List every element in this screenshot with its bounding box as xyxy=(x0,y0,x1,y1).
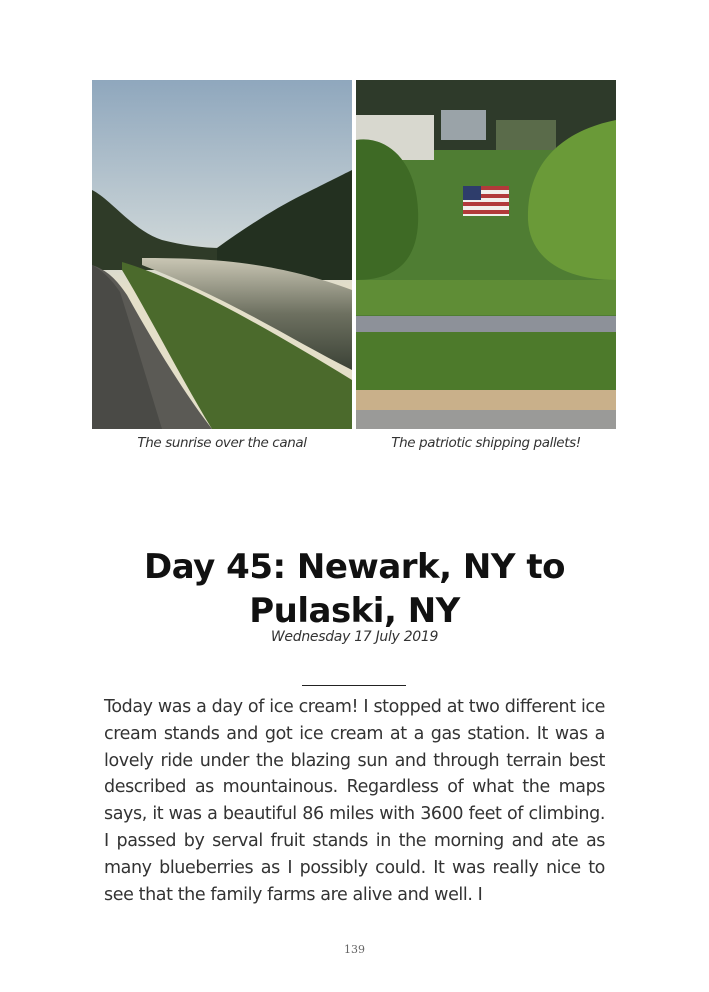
canal-sunrise-photo xyxy=(92,80,352,429)
entry-body: Today was a day of ice cream! I stopped at two different ice cream stands and got ice cream at a gas station. It was a lovely ride under the blazing sun and through terrain best described as mountainous. Regardless of what the maps says, it was a beautiful 86 miles with 3600 feet of climbing. I passed by serval fruit stands in the morning and ate as many blueberries as I possibly could. It was really nice to see that the family farms are alive and well. I xyxy=(104,697,605,905)
photo-caption-left: The sunrise over the canal xyxy=(137,435,307,451)
section-divider xyxy=(302,685,406,686)
entry-date: Wednesday 17 July 2019 xyxy=(270,629,439,645)
page-number: 139 xyxy=(344,943,365,956)
photo-caption-right: The patriotic shipping pallets! xyxy=(391,435,581,451)
entry-title-line1: Day 45: Newark, NY to xyxy=(144,547,565,587)
entry-title-line2: Pulaski, NY xyxy=(249,591,460,631)
entry-title xyxy=(0,545,709,633)
flag-pallet-photo xyxy=(356,80,616,429)
